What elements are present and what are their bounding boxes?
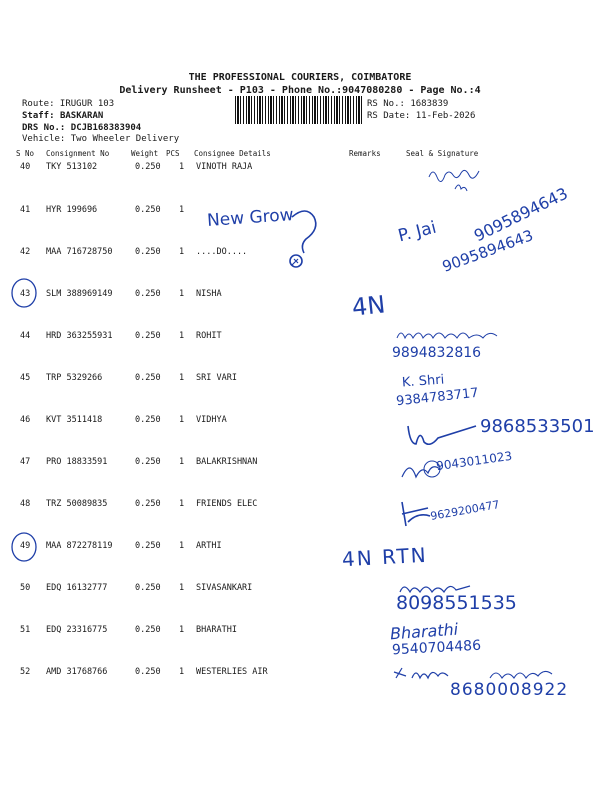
row-weight: 0.250 [135, 289, 161, 299]
row-consignment: MAA 872278119 [46, 541, 113, 551]
row-pcs: 1 [179, 415, 185, 425]
col-sno: S No [16, 149, 35, 158]
row-weight: 0.250 [135, 415, 161, 425]
row-consignment: KVT 3511418 [46, 415, 103, 425]
remark-row-43: 4N [350, 290, 387, 322]
row-weight: 0.250 [135, 331, 161, 341]
phone-row-45: 9384783717 [395, 385, 480, 410]
signature-row-48 [398, 498, 434, 532]
row-sno: 48 [20, 499, 31, 509]
row-pcs: 1 [179, 457, 185, 467]
phone-row-46: 9868533501 [480, 416, 595, 437]
row-consignee: VINOTH RAJA [196, 162, 253, 172]
row-consignee: WESTERLIES AIR [196, 667, 268, 677]
signature-row-44 [393, 326, 503, 346]
row-sno: 43 [20, 289, 31, 299]
signature-row-46 [404, 418, 480, 452]
row-weight: 0.250 [135, 457, 161, 467]
phone-row-42-b: 9095894643 [439, 226, 536, 276]
col-pcs: PCS [166, 149, 180, 158]
row-consignee: SRI VARI [196, 373, 237, 383]
row-consignment: TKY 513102 [46, 162, 98, 172]
phone-row-47: 9043011023 [435, 448, 513, 474]
row-pcs: 1 [179, 162, 185, 172]
drs-value: DCJB168383904 [70, 123, 142, 133]
row-weight: 0.250 [135, 625, 161, 635]
col-consignment: Consignment No [46, 149, 110, 158]
row-consignee: ARTHI [196, 541, 222, 551]
row-weight: 0.250 [135, 583, 161, 593]
remark-row-49: 4N RTN [341, 542, 429, 572]
row-weight: 0.250 [135, 373, 161, 383]
row-consignee: BALAKRISHNAN [196, 457, 258, 467]
row-pcs: 1 [179, 499, 185, 509]
row-consignee: VIDHYA [196, 415, 227, 425]
barcode [235, 96, 363, 124]
signature-row-40 [425, 163, 485, 197]
row-sno: 47 [20, 457, 31, 467]
col-remarks: Remarks [349, 149, 381, 158]
drs-label: DRS No.: [22, 123, 66, 133]
row-weight: 0.250 [135, 205, 161, 215]
row-weight: 0.250 [135, 499, 161, 509]
row-consignee: SIVASANKARI [196, 583, 253, 593]
vehicle-label: Vehicle: Two Wheeler Delivery [22, 134, 180, 144]
signature-row-45: K. Shri [401, 372, 445, 391]
staff-label: Staff: [22, 111, 55, 121]
staff-line [22, 111, 103, 121]
row-consignee: ROHIT [196, 331, 222, 341]
row-consignment: TRZ 50089835 [46, 499, 108, 509]
row-pcs: 1 [179, 373, 185, 383]
row-weight: 0.250 [135, 162, 161, 172]
rs-date: RS Date: 11-Feb-2026 [367, 111, 476, 121]
row-sno: 41 [20, 205, 31, 215]
signature-row-51: Bharathi [389, 619, 459, 644]
row-sno: 50 [20, 583, 31, 593]
row-consignment: MAA 716728750 [46, 247, 113, 257]
phone-row-42-a: 9095894643 [470, 183, 571, 246]
row-consignee: ....DO.... [196, 247, 248, 257]
staff-value: BASKARAN [59, 111, 104, 121]
row-sno: 46 [20, 415, 31, 425]
drs-line [22, 123, 141, 133]
row-pcs: 1 [179, 667, 185, 677]
row-consignee: NISHA [196, 289, 222, 299]
row-sno: 51 [20, 625, 31, 635]
row-pcs: 1 [179, 541, 185, 551]
row-sno: 52 [20, 667, 31, 677]
col-seal-signature: Seal & Signature [406, 149, 479, 158]
signature-row-42: P. Jai [396, 217, 439, 247]
question-mark-scribble [280, 205, 325, 277]
row-consignment: HRD 363255931 [46, 331, 113, 341]
circle-mark-49 [8, 530, 40, 564]
phone-row-50: 8098551535 [396, 592, 517, 614]
col-weight: Weight [131, 149, 159, 158]
phone-row-51: 9540704486 [391, 637, 482, 659]
page-title: THE PROFESSIONAL COURIERS, COIMBATORE [188, 72, 412, 83]
circle-mark-43 [8, 276, 40, 310]
note-new-grow: New Grow [206, 205, 295, 231]
row-pcs: 1 [179, 289, 185, 299]
col-consignee: Consignee Details [194, 149, 271, 158]
row-consignment: AMD 31768766 [46, 667, 108, 677]
route-label: Route: IRUGUR 103 [22, 99, 115, 109]
row-pcs: 1 [179, 205, 185, 215]
row-weight: 0.250 [135, 667, 161, 677]
row-sno: 44 [20, 331, 31, 341]
row-consignment: EDQ 23316775 [46, 625, 108, 635]
rs-number: RS No.: 1683839 [367, 99, 449, 109]
row-pcs: 1 [179, 331, 185, 341]
row-consignment: PRO 18833591 [46, 457, 108, 467]
row-sno: 49 [20, 541, 31, 551]
row-consignee: BHARATHI [196, 625, 237, 635]
row-consignment: SLM 388969149 [46, 289, 113, 299]
row-sno: 45 [20, 373, 31, 383]
row-pcs: 1 [179, 583, 185, 593]
row-weight: 0.250 [135, 247, 161, 257]
row-consignment: TRP 5329266 [46, 373, 103, 383]
phone-row-44: 9894832816 [392, 345, 482, 361]
row-pcs: 1 [179, 247, 185, 257]
row-sno: 40 [20, 162, 31, 172]
row-sno: 42 [20, 247, 31, 257]
row-consignee: FRIENDS ELEC [196, 499, 258, 509]
phone-row-52: 8680008922 [450, 680, 569, 700]
row-consignment: HYR 199696 [46, 205, 98, 215]
row-pcs: 1 [179, 625, 185, 635]
runsheet-subtitle: Delivery Runsheet - P103 - Phone No.:9047080280 - Page No.:4 [119, 85, 481, 96]
row-consignment: EDQ 16132777 [46, 583, 108, 593]
row-weight: 0.250 [135, 541, 161, 551]
phone-row-48: 9629200477 [429, 498, 501, 523]
